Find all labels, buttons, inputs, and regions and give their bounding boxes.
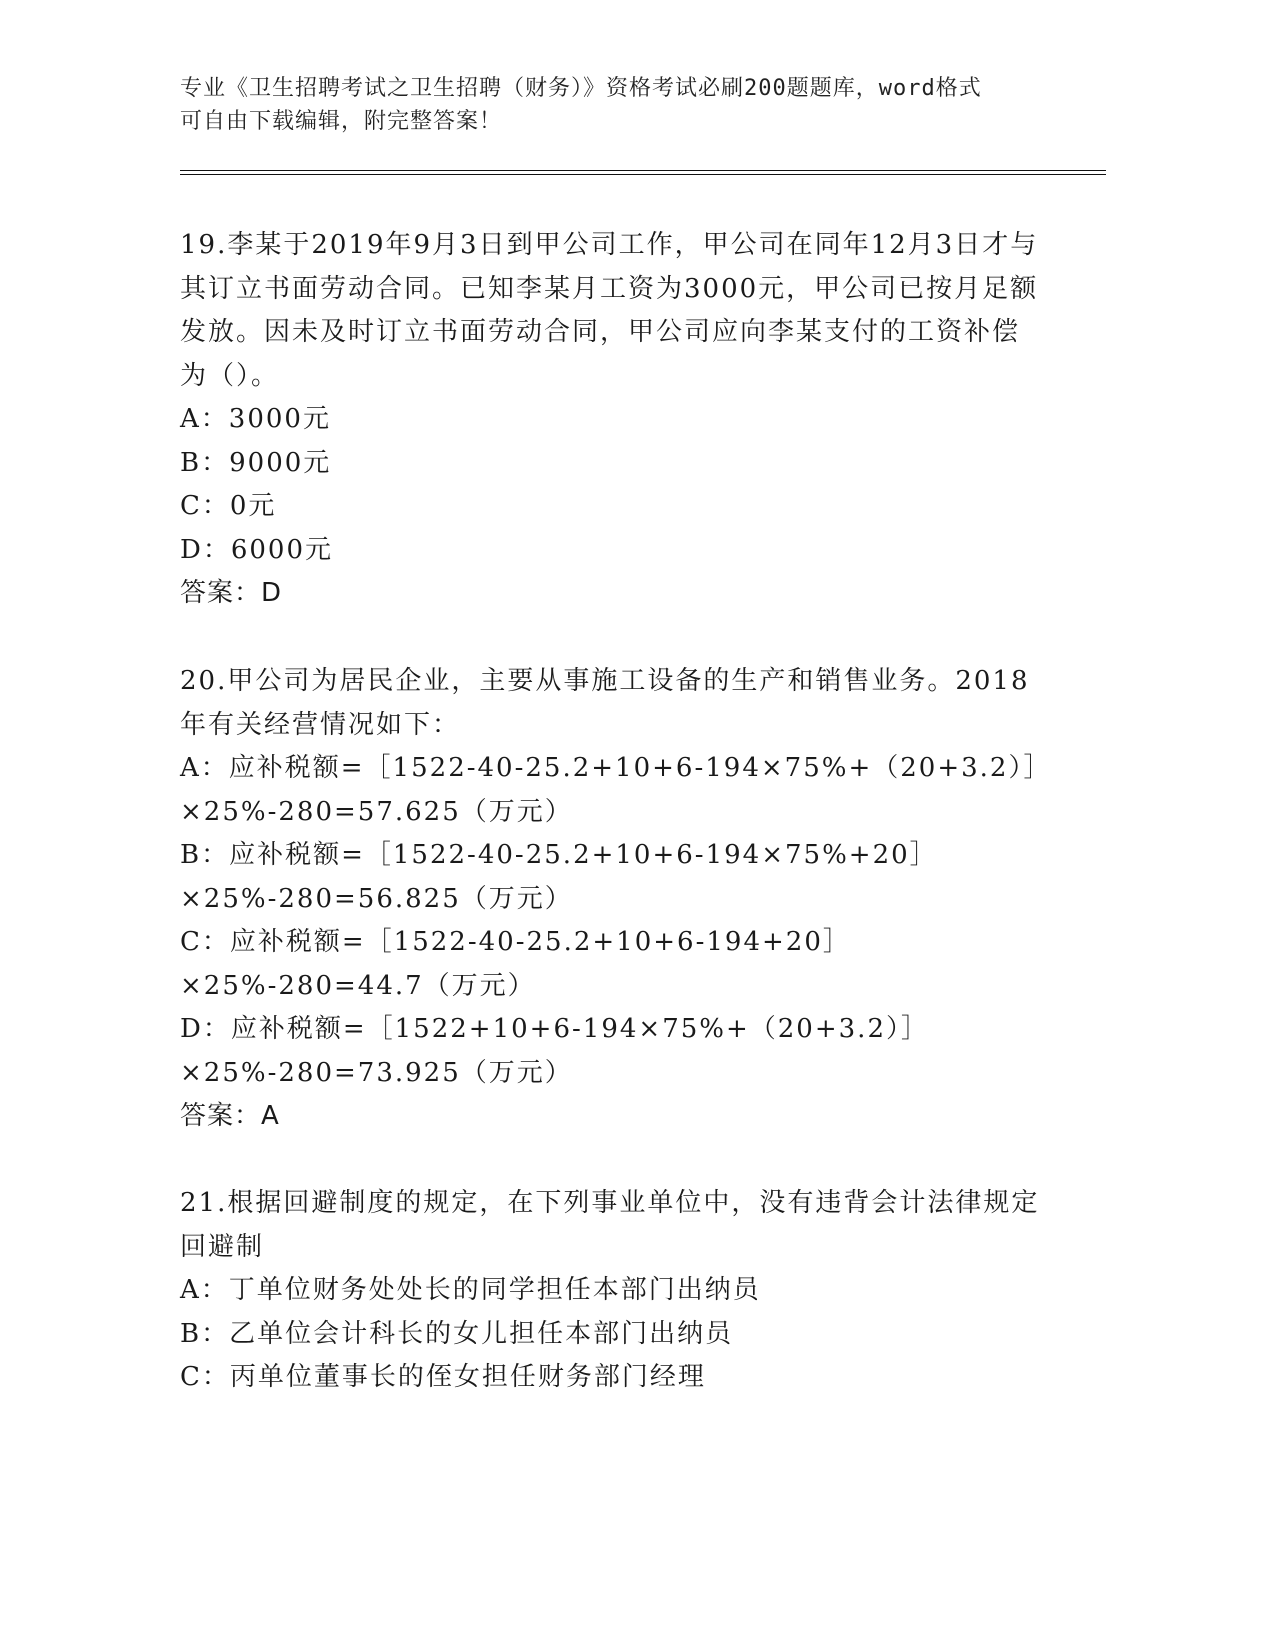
question-stem: 20.甲公司为居民企业，主要从事施工设备的生产和销售业务。2018年有关经营情况如下： [180,666,1030,740]
answer-line [180,1095,1040,1139]
answer-label: 答案： [180,1101,262,1131]
option-c: C：0元 [180,491,277,521]
answer-line [180,572,1040,616]
option-b: B：乙单位会计科长的女儿担任本部门出纳员 [180,1318,734,1349]
answer-label: 答案： [180,578,262,608]
option-d: D：应补税额=［1522+10+6-194×75%+（20+3.2）］×25%-280=73.925（万元） [180,1014,929,1088]
question-stem: 19.李某于2019年9月3日到甲公司工作，甲公司在同年12月3日才与其订立书面劳动合同。已知李某月工资为3000元，甲公司已按月足额发放。因未及时订立书面劳动合同，甲公司应向李某支付的工资补偿为（）。 [180,230,1039,391]
header-title-line-2: 可自由下载编辑，附完整答案！ [180,109,503,134]
option-b: B：9000元 [180,447,332,478]
question-stem: 21.根据回避制度的规定，在下列事业单位中，没有违背会计法律规定回避制 [180,1188,1040,1262]
option-d: D：6000元 [180,534,334,565]
answer-value: A [261,1101,280,1131]
question-20 [180,660,1040,1139]
option-a: A：3000元 [180,404,331,434]
option-a: A：应补税额=［1522-40-25.2+10+6-194×75%+（20+3.2）］×25%-280=57.625（万元） [180,753,1039,827]
header-divider-bottom [180,174,1106,175]
answer-value: D [261,578,283,608]
header-title-line-1: 专业《卫生招聘考试之卫生招聘（财务）》资格考试必刷200题题库，word格式 [180,76,982,101]
header-divider-top [180,170,1106,171]
option-a: A：丁单位财务处处长的同学担任本部门出纳员 [180,1275,761,1305]
question-19 [180,224,1040,616]
document-header [180,72,1040,138]
option-c: C：应补税额=［1522-40-25.2+10+6-194+20］×25%-280=44.7（万元） [180,927,851,1001]
question-21 [180,1182,1040,1400]
option-c: C：丙单位董事长的侄女担任财务部门经理 [180,1362,706,1392]
option-b: B：应补税额=［1522-40-25.2+10+6-194×75%+20］×25%-280=56.825（万元） [180,840,938,914]
